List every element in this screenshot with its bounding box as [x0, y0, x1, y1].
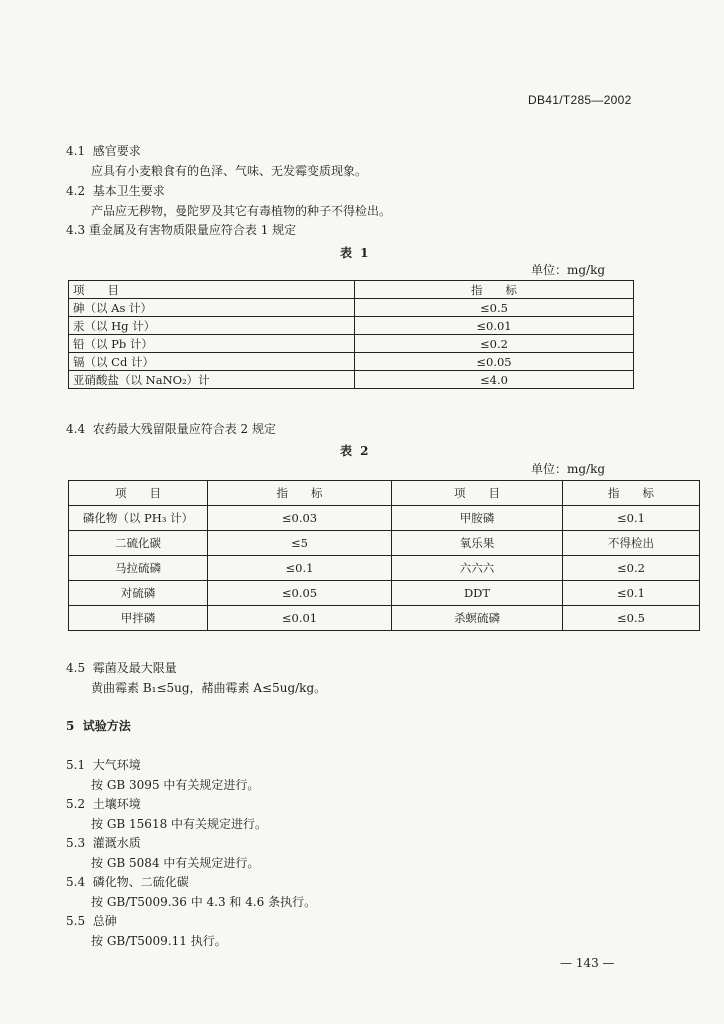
cell-item: 汞（以 Hg 计） [69, 317, 355, 335]
cell-limit: ≤0.2 [355, 335, 634, 353]
header-item: 项 目 [69, 481, 208, 506]
cell-limit: ≤5 [208, 531, 392, 556]
cell-limit: ≤0.5 [563, 606, 700, 631]
cell-limit: ≤4.0 [355, 371, 634, 389]
cell-item: 甲胺磷 [392, 506, 563, 531]
table-header-row [69, 481, 700, 506]
section-number: 5.1 [66, 758, 86, 772]
section-title: 大气环境 [92, 758, 141, 772]
section-4-2-text: 产品应无秽物，曼陀罗及其它有毒植物的种子不得检出。 [91, 204, 392, 218]
section-text: 农药最大残留限量应符合表 2 规定 [92, 422, 276, 436]
table-row [69, 299, 634, 317]
cell-item: 甲拌磷 [69, 606, 208, 631]
cell-limit: ≤0.1 [208, 556, 392, 581]
section-number: 5.4 [66, 875, 86, 889]
section-number: 4.4 [66, 422, 86, 436]
section-number: 5 [66, 719, 75, 733]
section-title: 总砷 [92, 914, 117, 928]
cell-item: 亚硝酸盐（以 NaNO₂）计 [69, 371, 355, 389]
section-5-2-text: 按 GB 15618 中有关规定进行。 [91, 817, 268, 831]
cell-limit: ≤0.03 [208, 506, 392, 531]
section-number: 4.2 [66, 184, 86, 198]
table-row [69, 335, 634, 353]
table-row [69, 317, 634, 335]
section-5-5-heading [66, 913, 117, 929]
section-5-3-text: 按 GB 5084 中有关规定进行。 [91, 856, 260, 870]
section-number: 5.3 [66, 836, 86, 850]
cell-limit: ≤0.01 [355, 317, 634, 335]
section-title: 土壤环境 [92, 797, 141, 811]
page-number: — 143 — [560, 956, 615, 970]
section-number: 5.5 [66, 914, 86, 928]
header-item: 项 目 [69, 281, 355, 299]
cell-limit: ≤0.01 [208, 606, 392, 631]
section-5-1-heading [66, 757, 141, 773]
cell-item: 镉（以 Cd 计） [69, 353, 355, 371]
table-row [69, 606, 700, 631]
section-number: 4.5 [66, 661, 86, 675]
section-4-4-heading [66, 421, 276, 437]
cell-item: 马拉硫磷 [69, 556, 208, 581]
table-row [69, 531, 700, 556]
cell-limit: 不得检出 [563, 531, 700, 556]
cell-limit: ≤0.1 [563, 506, 700, 531]
cell-item: 六六六 [392, 556, 563, 581]
header-limit: 指 标 [355, 281, 634, 299]
section-4-3-heading: 4.3 重金属及有害物质限量应符合表 1 规定 [66, 223, 297, 237]
section-number: 5.2 [66, 797, 86, 811]
cell-limit: ≤0.05 [355, 353, 634, 371]
section-title: 磷化物、二硫化碳 [92, 875, 189, 889]
section-5-5-text: 按 GB/T5009.11 执行。 [91, 934, 227, 948]
cell-limit: ≤0.2 [563, 556, 700, 581]
cell-item: 氧乐果 [392, 531, 563, 556]
cell-item: 磷化物（以 PH₃ 计） [69, 506, 208, 531]
section-number: 4.1 [66, 144, 86, 158]
section-title: 霉菌及最大限量 [92, 661, 177, 675]
section-5-2-heading [66, 796, 141, 812]
table-1-unit: 单位：mg/kg [531, 263, 606, 277]
table-1-caption: 表 1 [340, 246, 371, 260]
section-5-4-text: 按 GB/T5009.36 中 4.3 和 4.6 条执行。 [91, 895, 317, 909]
table-row [69, 556, 700, 581]
table-2 [68, 480, 700, 631]
header-item: 项 目 [392, 481, 563, 506]
cell-item: 二硫化碳 [69, 531, 208, 556]
section-4-1-heading [66, 143, 141, 159]
table-row [69, 371, 634, 389]
cell-limit: ≤0.1 [563, 581, 700, 606]
cell-item: DDT [392, 581, 563, 606]
section-title: 感官要求 [92, 144, 141, 158]
section-title: 基本卫生要求 [92, 184, 165, 198]
section-4-1-text: 应具有小麦粮食有的色泽、气味、无发霉变质现象。 [91, 164, 368, 178]
section-5-4-heading [66, 874, 189, 890]
cell-item: 杀螟硫磷 [392, 606, 563, 631]
table-2-caption: 表 2 [340, 444, 371, 458]
section-5-3-heading [66, 835, 141, 851]
section-4-5-heading [66, 660, 177, 676]
table-1 [68, 280, 634, 389]
cell-limit: ≤0.05 [208, 581, 392, 606]
header-limit: 指 标 [208, 481, 392, 506]
section-title: 灌溉水质 [92, 836, 141, 850]
section-4-2-heading [66, 183, 165, 199]
doc-code: DB41/T285—2002 [528, 93, 632, 107]
cell-item: 砷（以 As 计） [69, 299, 355, 317]
section-4-5-text: 黄曲霉素 B₁≤5ug，赭曲霉素 A≤5ug/kg。 [91, 681, 327, 695]
section-5-heading [66, 718, 131, 734]
header-limit: 指 标 [563, 481, 700, 506]
cell-limit: ≤0.5 [355, 299, 634, 317]
table-row [69, 353, 634, 371]
section-title: 试验方法 [82, 719, 131, 733]
cell-item: 对硫磷 [69, 581, 208, 606]
table-header-row [69, 281, 634, 299]
cell-item: 铅（以 Pb 计） [69, 335, 355, 353]
table-2-unit: 单位：mg/kg [531, 462, 606, 476]
table-row [69, 506, 700, 531]
section-5-1-text: 按 GB 3095 中有关规定进行。 [91, 778, 260, 792]
table-row [69, 581, 700, 606]
